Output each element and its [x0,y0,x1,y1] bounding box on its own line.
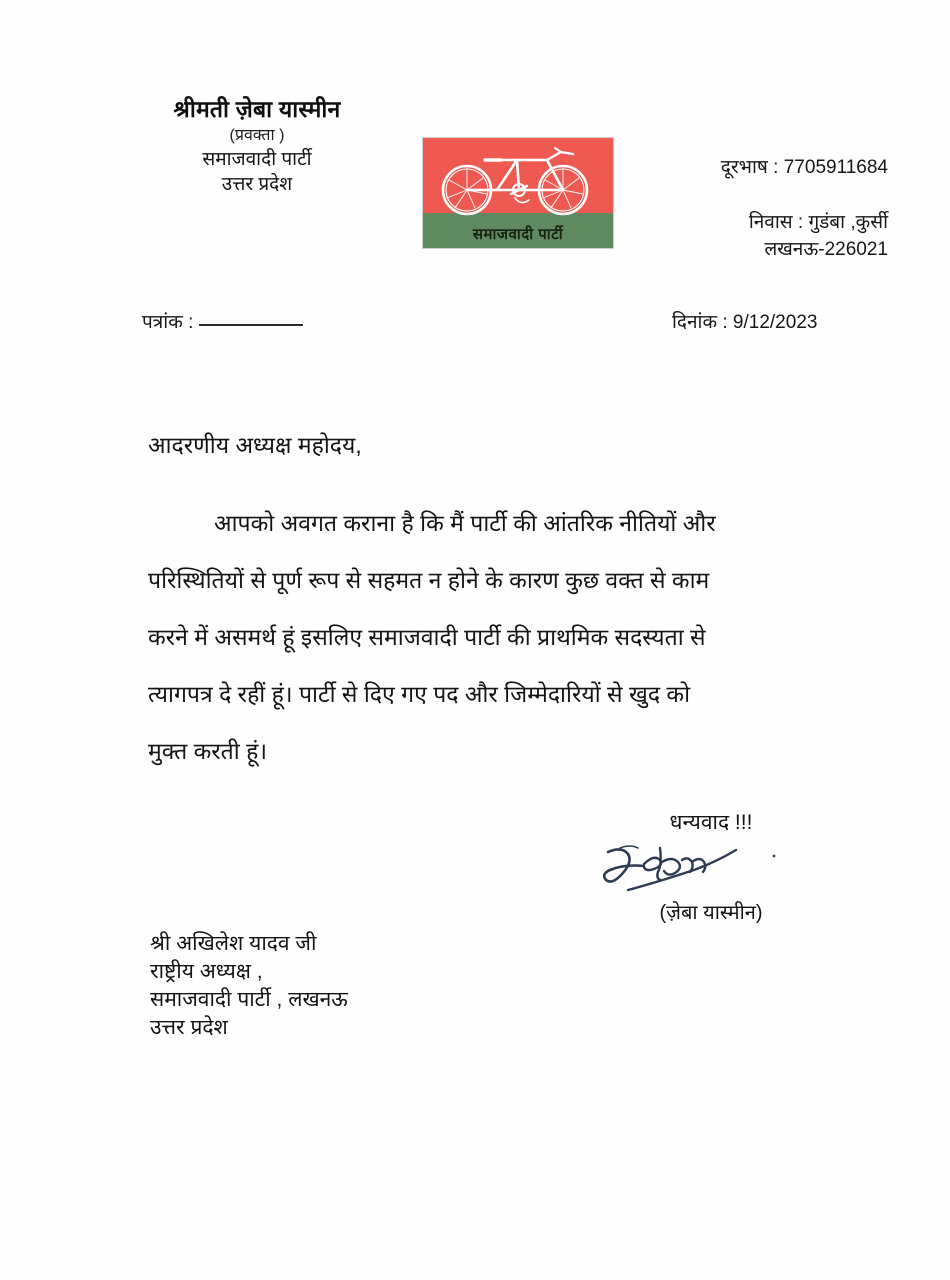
body-line: आपको अवगत कराना है कि मैं पार्टी की आंतरिक नीतियों और [214,510,716,536]
addressee-line: राष्ट्रीय अध्यक्ष , [150,960,263,984]
body-line: करने में असमर्थ हूं इसलिए समाजवादी पार्टी की प्राथमिक सदस्यता से [148,624,706,650]
body-line: त्यागपत्र दे रहीं हूं। पार्टी से दिए गए पद और जिम्मेदारियों से खुद को [148,681,691,707]
addressee-line: श्री अखिलेश यादव जी [150,932,317,955]
reference-blank-line [199,324,303,326]
contact-address: निवास : गुडंबा ,कुर्सी [748,211,888,233]
contact-block [721,155,888,264]
reference-field [142,308,303,334]
handwritten-signature [596,838,826,902]
addressee-line: उत्तर प्रदेश [150,1016,228,1040]
reference-label: पत्रांक : [142,312,194,333]
addressee-block [150,930,348,1043]
contact-city: लखनऊ-226021 [764,238,888,260]
closing-block [596,808,826,925]
sender-block [112,95,402,198]
contact-phone: दूरभाष : 7705911684 [720,157,888,178]
sender-name: श्रीमती ज़ेबा यास्मीन [173,96,341,122]
letterhead [0,95,950,270]
date-label: दिनांक : [672,312,728,333]
letter-body [148,512,808,797]
sender-party: समाजवादी पार्टी [202,148,312,170]
thanks-text: धन्यवाद !!! [669,811,753,834]
signer-name: (ज़ेबा यास्मीन) [659,902,763,924]
date-field [672,308,817,334]
logo-caption: समाजवादी पार्टी [472,226,564,243]
reference-date-row [0,308,950,348]
date-value: 9/12/2023 [732,312,818,333]
body-line: मुक्त करती हूं। [148,738,268,764]
addressee-line: समाजवादी पार्टी , लखनऊ [150,988,348,1012]
sender-role: (प्रवक्ता ) [229,127,285,145]
bicycle-icon [431,142,607,216]
salutation: आदरणीय अध्यक्ष महोदय, [148,432,362,458]
body-line: परिस्थितियों से पूर्ण रूप से सहमत न होने के कारण कुछ वक्त से काम [148,567,710,593]
signature-icon [598,838,808,902]
samajwadi-party-logo [422,137,614,249]
sender-state: उत्तर प्रदेश [221,174,293,196]
